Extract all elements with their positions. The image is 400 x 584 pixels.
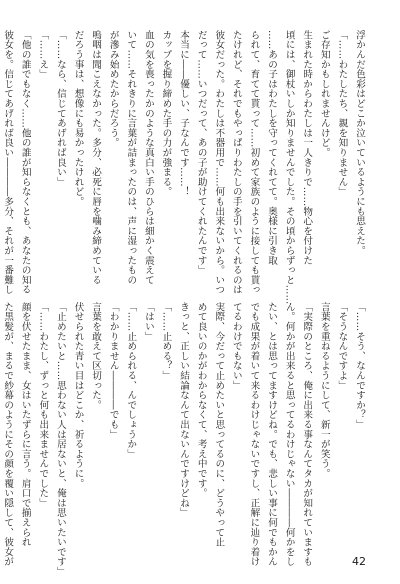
text-line: ん。何かが出来ると思ってるわけじゃない――――何かをし bbox=[283, 302, 295, 567]
text-line: めて良いのかがわからなくて、考え中です。 bbox=[195, 302, 207, 498]
text-line: ご存知かもしれませんけど。 bbox=[318, 30, 330, 158]
text-line: 生まれた時からわたしは一人きりで……物心を付けた bbox=[301, 30, 313, 266]
upper-text-block bbox=[0, 30, 368, 305]
text-line: 実際、今だって止めたいと思ってるのに、どうやって止 bbox=[213, 302, 225, 547]
text-line: 「わかりません――――でも」 bbox=[107, 302, 119, 440]
text-line: 「そうなんですよ」 bbox=[336, 302, 348, 391]
text-line: 「はい」 bbox=[142, 302, 154, 342]
text-line: 嗚咽は聞こえなかった。多分、必死に唇を噛み締めている bbox=[90, 30, 102, 285]
text-line: 頃には、御杖いしか知りませんでした。その頃からずっと…… bbox=[283, 30, 295, 305]
text-line: 言葉を敢えて区切った。 bbox=[90, 302, 102, 410]
text-line: てるわけでもない」 bbox=[230, 302, 242, 391]
text-line: 本当に――優しい、子なんです……！ bbox=[178, 30, 190, 197]
text-line: カップを握り締めた手の力が強まる。 bbox=[160, 30, 172, 197]
text-line: でも成果が着いて来るわけじゃないですし、正解に辿り着け bbox=[248, 302, 260, 567]
text-line: たい、とは思ってますけどね。でも、悲しい事に何でもかん bbox=[266, 302, 278, 567]
text-line: 彼女を。信じてあげれば良い――――多分、それが一番難し bbox=[2, 30, 14, 295]
text-line: 言葉を重ねるようにして、新一が笑う。 bbox=[318, 302, 330, 479]
text-line: られて、育てて貰って……初めて家族のように接しても貰っ bbox=[248, 30, 260, 295]
text-line: 「……止められる、んでしょうか」 bbox=[125, 302, 137, 459]
text-line: 「止めたいと……思わない人は居ないと、俺は思いたいです」 bbox=[54, 302, 66, 577]
text-line: 伏せられた青い目はどこか、祈るように。 bbox=[72, 302, 84, 489]
text-line: 「……止める？」 bbox=[160, 302, 172, 381]
text-line: 「実際のところ、俺に出来る事なんてタカが知れていますも bbox=[301, 302, 313, 567]
text-line: きっと、正しい結論なんて出ないんですけどね」 bbox=[178, 302, 190, 518]
text-line: 顔を伏せたまま、女はいたずらに言う。肩口で揃えられ bbox=[19, 302, 31, 547]
text-line: 「……なら、信じてあげれば良い」 bbox=[54, 30, 66, 187]
text-line: た黒髪が、まるで紗幕のようにその顔を覆い隠して、彼女が bbox=[2, 302, 14, 567]
text-line: 血の気を喪ったかのような真白い手のひらは細かく震えて bbox=[142, 30, 154, 285]
page-number: 42 bbox=[352, 555, 366, 568]
text-line: 「……え」 bbox=[37, 30, 49, 79]
text-line: 「他の誰でもなく……他の誰が知らなくとも、あなたの知る bbox=[19, 30, 31, 295]
text-line: だろう事は、想像にも易かったけれど。 bbox=[72, 30, 84, 207]
text-line: 浮かんだ色彩はどこか泣いているようにも思えた。 bbox=[354, 30, 365, 256]
text-line: が滲み始めたからだろう。 bbox=[107, 30, 119, 148]
text-line: 「……わたし、ずっと何も出来ませんでした」 bbox=[37, 302, 49, 508]
text-line: 「……そう、なんですか？」 bbox=[354, 302, 365, 430]
text-line: 「……わたしたち、親を知りません」 bbox=[336, 30, 348, 197]
text-line: いて……それきりに言葉が詰まったのは、声に湿ったもの bbox=[125, 30, 137, 285]
text-line: ……あの子はわたしを守ってくれてて。奥様に引き取 bbox=[266, 30, 278, 266]
text-line: たけれど、それでもやっぱりわたしの手を引いてくれるのは bbox=[230, 30, 242, 295]
text-line: だって……いつだって、あの子が助けてくれたんです」 bbox=[195, 30, 207, 275]
text-line: 彼女だった。わたしは不器用で……何も出来ないから。いつ bbox=[213, 30, 225, 295]
